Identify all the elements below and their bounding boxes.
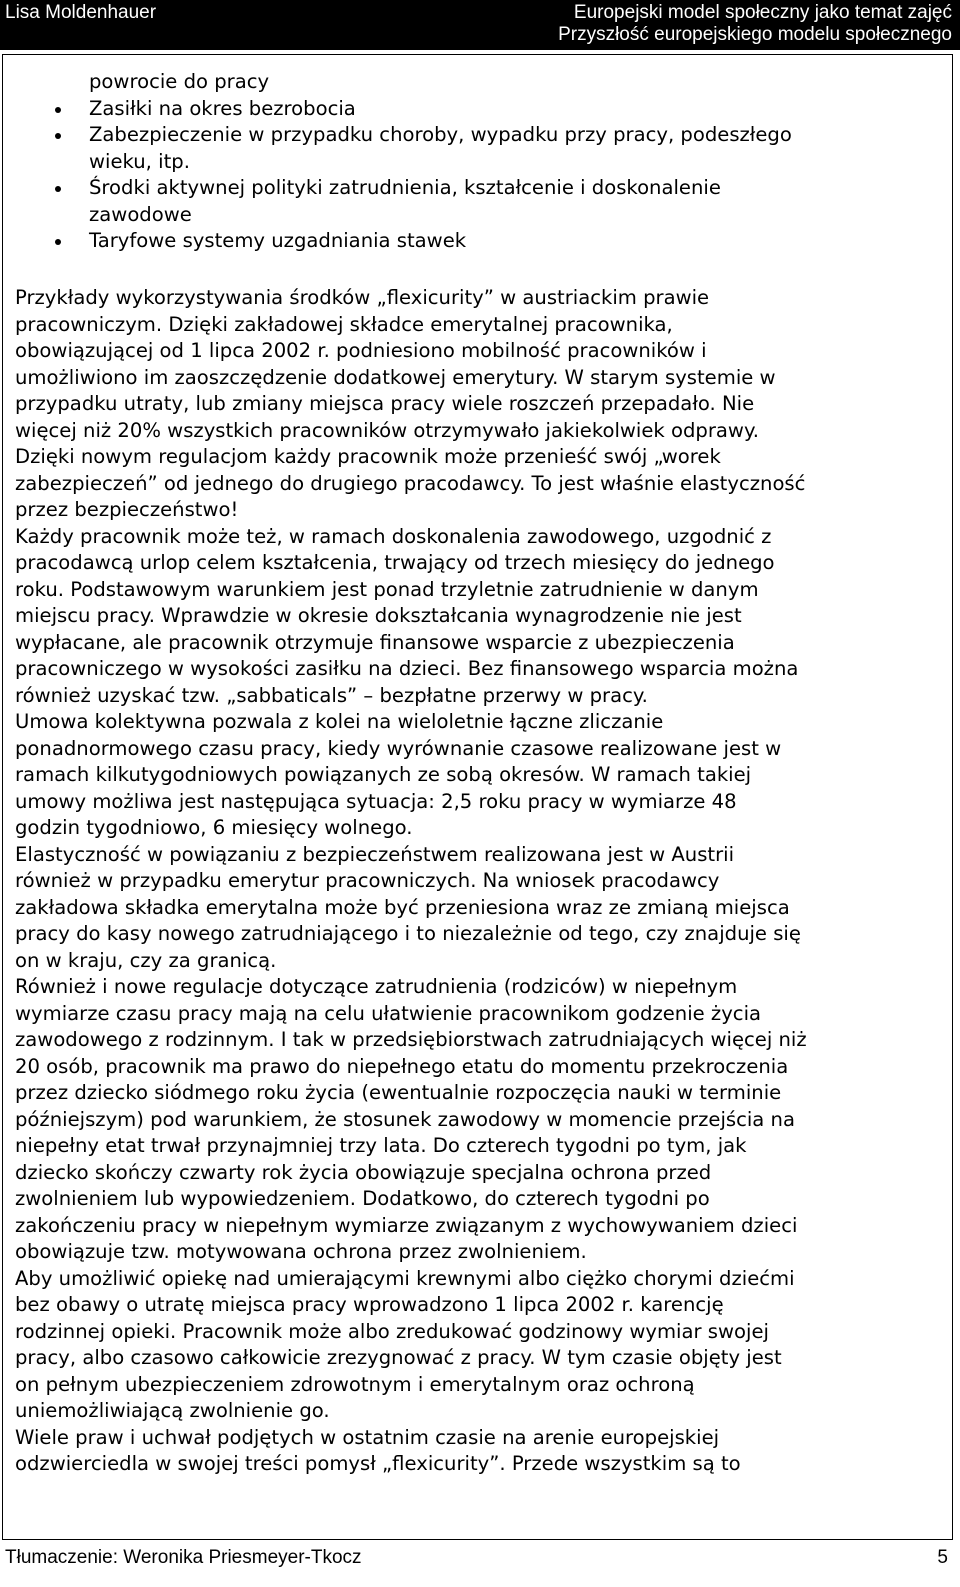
content-frame [2,54,953,1540]
header-author: Lisa Moldenhauer [5,2,157,23]
bullet-dot-icon [55,107,61,113]
bullet-item [3,122,933,149]
page-footer [0,1547,960,1587]
body-line: 20 osób, pracownik ma prawo do niepełnego etatu do momentu przekroczenia [15,1054,789,1078]
bullet-item [3,228,933,255]
page-header [0,0,960,50]
body-line: odzwierciedla w swojej treści pomysł „flexicurity”. Przede wszystkim są to [15,1452,741,1475]
header-title-line-1: Europejski model społeczny jako temat zajęć [573,2,952,23]
body-line: obowiązującej od 1 lipca 2002 r. podniesiono mobilność pracowników i [15,339,707,362]
bullet-text: Taryfowe systemy uzgadniania stawek [89,229,467,252]
body-line: przez bezpieczeństwo! [15,498,239,521]
bullet-item [3,175,933,202]
body-line: Elastyczność w powiązaniu z bezpieczeństwem realizowana jest w Austrii [15,842,735,866]
body-line: przypadku utraty, lub zmiany miejsca pracy wiele roszczeń przepadało. Nie [15,392,755,415]
body-line: niepełny etat trwał przynajmniej trzy lata. Do czterech tygodni po tym, jak [15,1134,747,1157]
body-line: pracowniczego w wysokości zasiłku na dzieci. Bez finansowego wsparcia można [15,657,799,680]
body-line: zwolnieniem lub wypowiedzeniem. Dodatkowo, do czterech tygodni po [15,1187,710,1210]
bullet-continued-line: powrocie do pracy [89,70,270,93]
body-line: zakładowa składka emerytalna może być przeniesiona wraz ze zmianą miejsca [15,895,790,919]
body-line: zakończeniu pracy w niepełnym wymiarze związanym z wychowywaniem dzieci [15,1213,798,1237]
bullet-item [3,96,933,123]
body-line: zabezpieczeń” od jednego do drugiego pracodawcy. To jest właśnie elastyczność [15,471,806,495]
header-title-line-2: Przyszłość europejskiego modelu społecznego [558,24,952,45]
body-line: Dzięki nowym regulacjom każdy pracownik może przenieść swój „worek [15,445,721,468]
bullet-text: Zabezpieczenie w przypadku choroby, wypadku przy pracy, podeszłego [89,123,792,146]
body-line: dziecko skończy czwarty rok życia obowiązuje specjalna ochrona przed [15,1160,712,1184]
body-line: pracy, albo czasowo całkowicie zrezygnować z pracy. W tym czasie objęty jest [15,1346,782,1369]
body-line: więcej niż 20% wszystkich pracowników otrzymywało jakiekolwiek odprawy. [15,418,759,442]
bullet-text: wieku, itp. [89,149,190,173]
body-line: Umowa kolektywna pozwala z kolei na wieloletnie łączne zliczanie [15,710,664,733]
body-line: Wiele praw i uchwał podjętych w ostatnim czasie na arenie europejskiej [15,1425,720,1449]
body-line: również w przypadku emerytur pracowniczych. Na wniosek pracodawcy [15,869,720,892]
body-line: on w kraju, czy za granicą. [15,948,277,972]
body-line: Aby umożliwić opiekę nad umierającymi krewnymi albo ciężko chorymi dziećmi [15,1266,795,1290]
bullet-text: zawodowe [89,202,192,226]
body-line: rodzinnej opieki. Pracownik może albo zredukować godzinowy wymiar swojej [15,1319,769,1343]
body-line: uniemożliwiającą zwolnienie go. [15,1399,330,1422]
header-title [558,2,952,46]
body-line: umowy możliwa jest następująca sytuacja: 2,5 roku pracy w wymiarze 48 [15,789,737,813]
body-line: wymiarze czasu pracy mają na celu ułatwienie pracownikom godzenie życia [15,1001,762,1025]
page-number: 5 [937,1547,948,1568]
body-line: on pełnym ubezpieczeniem zdrowotnym i emerytalnym oraz ochroną [15,1372,695,1396]
body-line: przez dziecko siódmego roku życia (ewentualnie rozpoczęcia nauki w terminie [15,1081,782,1104]
body-line: miejscu pracy. Wprawdzie w okresie dokształcania wynagrodzenie nie jest [15,604,742,627]
body-line: ponadnormowego czasu pracy, kiedy wyrównanie czasowe realizowane jest w [15,736,782,760]
body-line: zawodowego z rodzinnym. I tak w przedsiębiorstwach zatrudniających więcej niż [15,1028,807,1051]
bullet-item-continuation [3,202,933,229]
body-line: roku. Podstawowym warunkiem jest ponad trzyletnie zatrudnienie w danym [15,577,759,601]
bullet-dot-icon [55,186,61,192]
body-line: pracy do kasy nowego zatrudniającego i to niezależnie od tego, czy znajduje się [15,922,801,945]
body-line: umożliwiono im zaoszczędzenie dodatkowej emerytury. W starym systemie w [15,365,776,389]
bullet-dot-icon [55,239,61,245]
bullet-item-continuation [3,149,933,176]
body-line: bez obawy o utratę miejsca pracy wprowadzono 1 lipca 2002 r. karencję [15,1293,724,1316]
body-text [15,285,950,1478]
body-line: wypłacane, ale pracownik otrzymuje finansowe wsparcie z ubezpieczenia [15,630,735,654]
body-line: późniejszym) pod warunkiem, że stosunek zawodowy w momencie przejścia na [15,1107,795,1131]
body-line: ramach kilkutygodniowych powiązanych ze sobą okresów. W ramach takiej [15,763,752,786]
body-line: obowiązuje tzw. motywowana ochrona przez zwolnieniem. [15,1240,587,1263]
body-line: również uzyskać tzw. „sabbaticals” – bezpłatne przerwy w pracy. [15,683,648,707]
body-line: pracowniczym. Dzięki zakładowej składce emerytalnej pracownika, [15,312,673,336]
bullet-text: Zasiłki na okres bezrobocia [89,96,356,120]
bullet-list [3,69,933,255]
body-line: pracodawcą urlop celem kształcenia, trwający od trzech miesięcy do jednego [15,551,775,574]
body-line: godzin tygodniowo, 6 miesięcy wolnego. [15,816,413,839]
footer-translator: Tłumaczenie: Weronika Priesmeyer-Tkocz [5,1547,362,1568]
body-line: Również i nowe regulacje dotyczące zatrudnienia (rodziców) w niepełnym [15,975,738,998]
bullet-text: Środki aktywnej polityki zatrudnienia, kształcenie i doskonalenie [89,176,721,199]
body-line: Przykłady wykorzystywania środków „flexicurity” w austriackim prawie [15,286,710,309]
bullet-dot-icon [55,133,61,139]
body-line: Każdy pracownik może też, w ramach doskonalenia zawodowego, uzgodnić z [15,524,772,548]
